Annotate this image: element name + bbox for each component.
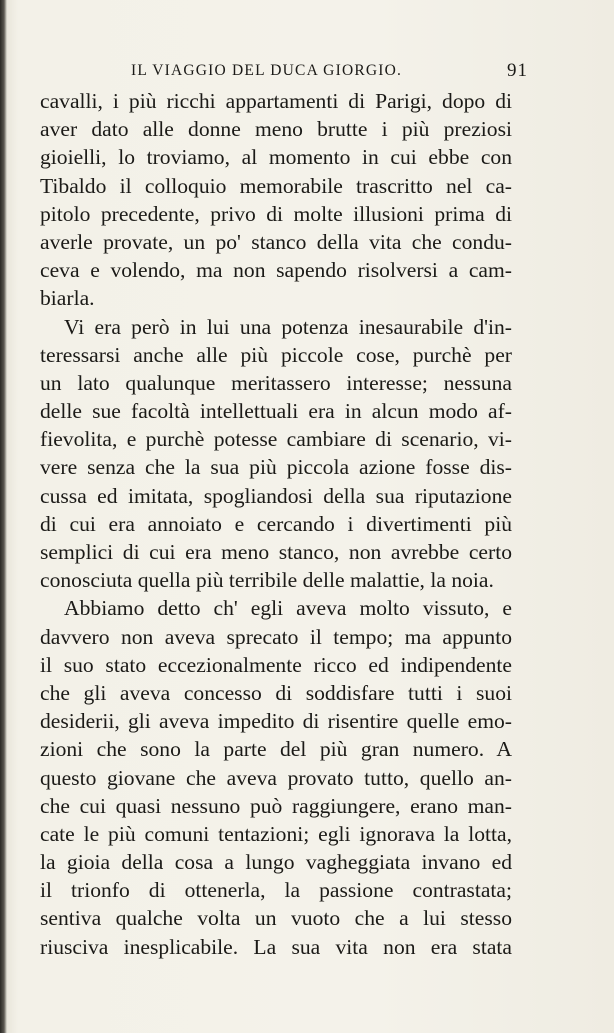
text-line: Abbiamo detto ch' egli aveva molto vissuto, e <box>64 596 512 621</box>
text-line: vere senza che la sua più piccola azione fosse dis- <box>40 455 512 480</box>
text-line: cate le più comuni tentazioni; egli ignorava la lotta, <box>40 821 512 846</box>
text-line: zioni che sono la parte del più gran numero. A <box>40 737 512 762</box>
text-line: pitolo precedente, privo di molte illusioni prima di <box>40 201 512 226</box>
paragraph-3 <box>40 594 512 960</box>
paragraph-1 <box>40 87 512 313</box>
text-line: questo giovane che aveva provato tutto, quello an- <box>40 765 512 790</box>
text-line: di cui era annoiato e cercando i divertimenti più <box>40 511 512 536</box>
text-line: cussa ed imitata, spogliandosi della sua riputazione <box>40 483 512 508</box>
text-line: desiderii, gli aveva impedito di risentire quelle emo- <box>40 709 512 734</box>
text-line: il suo stato eccezionalmente ricco ed indipendente <box>40 652 512 677</box>
page-number: 91 <box>507 60 528 81</box>
text-line: delle sue facoltà intellettuali era in alcun modo af- <box>40 399 512 424</box>
text-line: Tibaldo il colloquio memorabile trascritto nel ca- <box>40 173 512 198</box>
text-line: fievolita, e purchè potesse cambiare di scenario, vi- <box>40 427 512 452</box>
running-head <box>40 60 528 88</box>
text-line: che cui quasi nessuno può raggiungere, erano man- <box>40 793 512 818</box>
text-line: teressarsi anche alle più piccole cose, purchè per <box>40 342 512 367</box>
text-line: cavalli, i più ricchi appartamenti di Parigi, dopo di <box>40 89 512 113</box>
text-line: Vi era però in lui una potenza inesaurabile d'in- <box>64 314 512 339</box>
text-line: la gioia della cosa a lungo vagheggiata invano ed <box>40 850 512 875</box>
text-line: aver dato alle donne meno brutte i più preziosi <box>40 117 512 142</box>
text-line: un lato qualunque meritassero interesse; nessuna <box>40 370 512 395</box>
text-line: ceva e volendo, ma non sapendo risolversi a cam- <box>40 258 512 283</box>
text-line: gioielli, lo troviamo, al momento in cui ebbe con <box>40 145 512 170</box>
text-line: biarla. <box>40 286 95 311</box>
text-body <box>40 87 512 961</box>
text-line: conosciuta quella più terribile delle malattie, la noia. <box>40 568 494 593</box>
binding-edge <box>0 0 7 1033</box>
text-line: averle provate, un po' stanco della vita che condu- <box>40 229 512 254</box>
running-title: IL VIAGGIO DEL DUCA GIORGIO. <box>131 62 403 79</box>
text-line: davvero non aveva sprecato il tempo; ma appunto <box>40 624 512 649</box>
text-line: sentiva qualche volta un vuoto che a lui stesso <box>40 906 512 931</box>
paragraph-2 <box>40 313 512 595</box>
text-line: che gli aveva concesso di soddisfare tutti i suoi <box>40 680 512 705</box>
text-line: semplici di cui era meno stanco, non avrebbe certo <box>40 540 512 564</box>
text-line: riusciva inesplicabile. La sua vita non era stata <box>40 934 512 959</box>
text-line: il trionfo di ottenerla, la passione contrastata; <box>40 878 512 903</box>
